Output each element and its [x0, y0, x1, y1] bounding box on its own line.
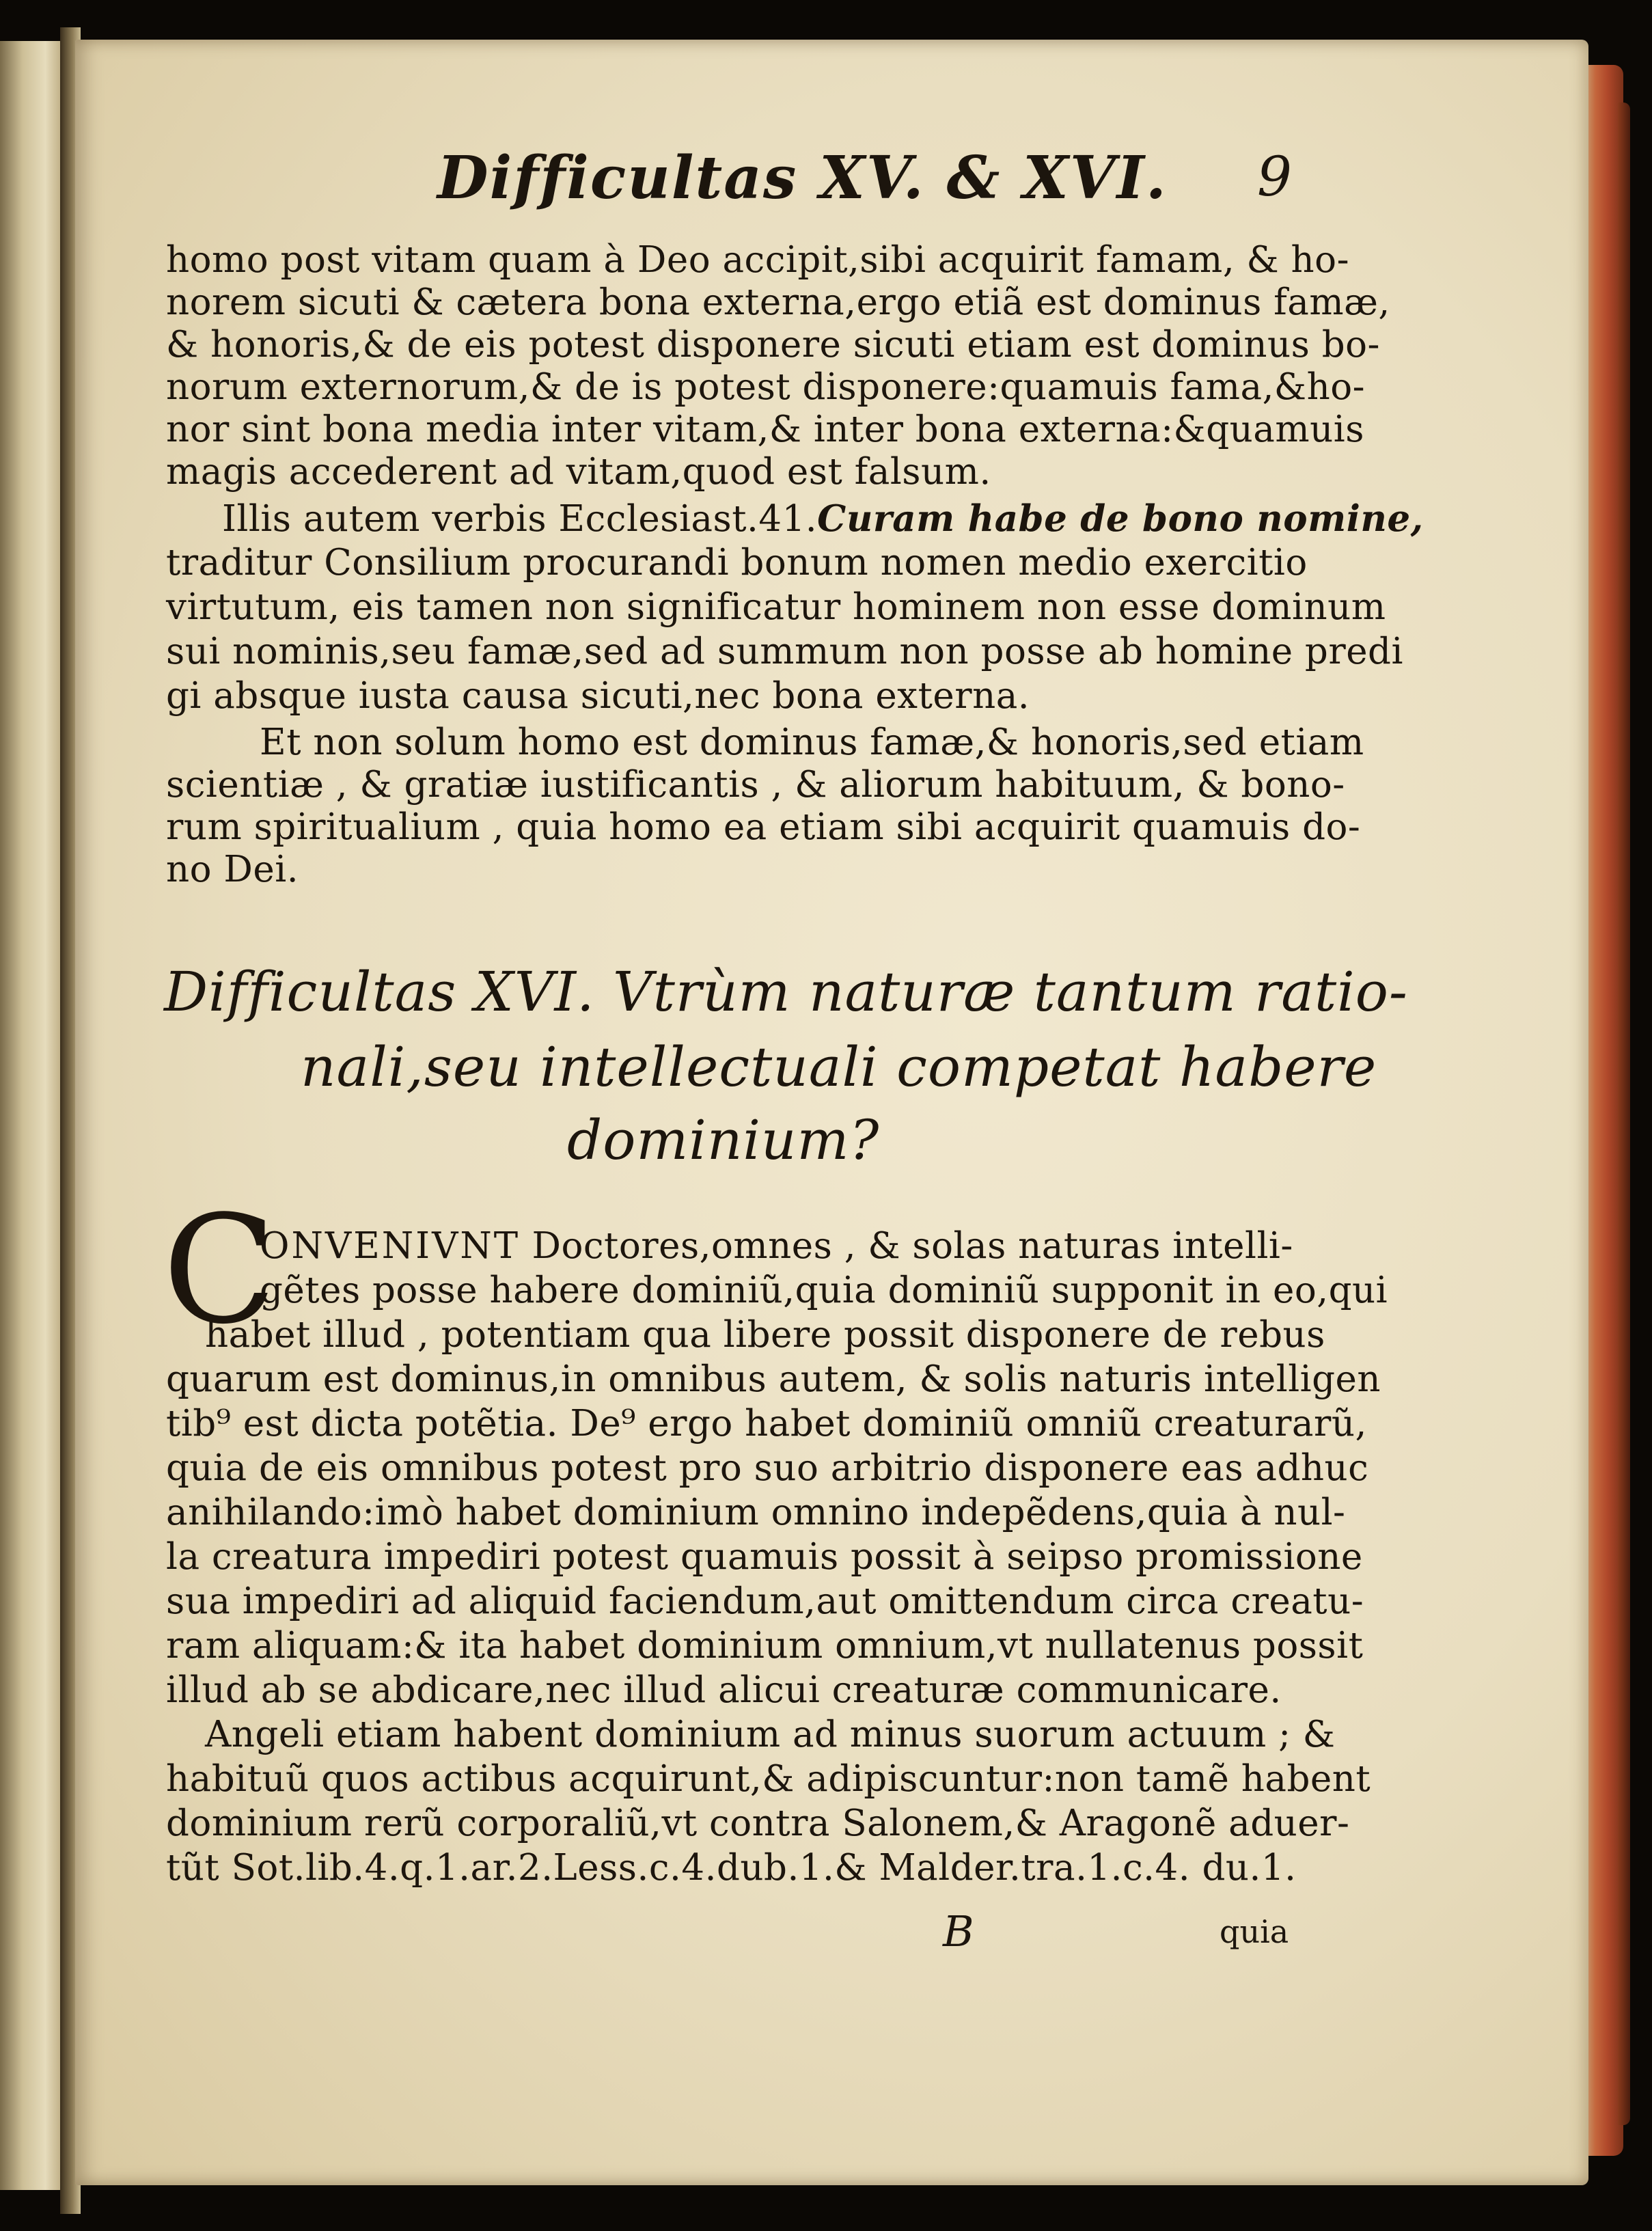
text-line	[222, 499, 1424, 539]
text-line: anihilando:imò habet dominium omnino indepẽdens,quia à nul-	[166, 1492, 1346, 1533]
section-heading-line: Difficultas XVI. Vtrùm naturæ tantum ratio-	[164, 960, 1408, 1024]
text-line: norem sicuti & cætera bona externa,ergo etiã est dominus famæ,	[166, 282, 1390, 323]
text-line: Angeli etiam habent dominium ad minus suorum actuum ; &	[205, 1714, 1336, 1755]
italic-citation: Curam habe de bono nomine,	[817, 497, 1424, 540]
text-line: quia de eis omnibus potest pro suo arbitrio disponere eas adhuc	[166, 1447, 1369, 1489]
text-line: virtutum, eis tamen non significatur hominem non esse dominum	[166, 586, 1386, 628]
smallcaps-word: ONVENIVNT	[260, 1225, 521, 1267]
catchword: quia	[1220, 1913, 1289, 1950]
fore-edge-shadow	[1618, 102, 1630, 2125]
text-line: magis accederent ad vitam,quod est falsum.	[166, 451, 991, 493]
text-line: gẽtes posse habere dominiũ,quia dominiũ supponit in eo,qui	[260, 1270, 1388, 1311]
text-line: scientiæ , & gratiæ iustificantis , & aliorum habituum, & bono-	[166, 764, 1345, 806]
text-line: tib⁹ est dicta potẽtia. De⁹ ergo habet dominiũ omniũ creaturarũ,	[166, 1403, 1367, 1445]
running-title: Difficultas XV. & XVI.	[437, 143, 1168, 213]
text-line: sua impediri ad aliquid faciendum,aut omittendum circa creatu-	[166, 1580, 1364, 1622]
page-number: 9	[1257, 145, 1292, 208]
text-run: Doctores,omnes , & solas naturas intelli-	[520, 1225, 1293, 1267]
text-line: rum spiritualium , quia homo ea etiam sibi acquirit quamuis do-	[166, 806, 1361, 848]
text-line: norum externorum,& de is potest disponere:quamuis fama,&ho-	[166, 366, 1366, 408]
text-line: & honoris,& de eis potest disponere sicuti etiam est dominus bo-	[166, 324, 1380, 366]
text-line: no Dei.	[166, 849, 299, 890]
previous-page-edge	[0, 41, 65, 2190]
text-line: ram aliquam:& ita habet dominium omnium,vt nullatenus possit	[166, 1625, 1364, 1667]
section-heading-line: dominium?	[567, 1108, 880, 1172]
text-run: Illis autem verbis Ecclesiast.41.	[222, 498, 818, 540]
text-line: nor sint bona media inter vitam,& inter bona externa:&quamuis	[166, 409, 1364, 450]
text-line: habituũ quos actibus acquirunt,& adipiscuntur:non tamẽ habent	[166, 1758, 1371, 1800]
text-line	[260, 1227, 1293, 1266]
text-line: tũt Sot.lib.4.q.1.ar.2.Less.c.4.dub.1.& Malder.tra.1.c.4. du.1.	[166, 1847, 1297, 1889]
text-line: Et non solum homo est dominus famæ,& honoris,sed etiam	[260, 722, 1364, 763]
drop-cap: C	[163, 1184, 277, 1357]
text-line: homo post vitam quam à Deo accipit,sibi acquirit famam, & ho-	[166, 239, 1349, 281]
text-line: dominium rerũ corporaliũ,vt contra Salonem,& Aragonẽ aduer-	[166, 1803, 1350, 1844]
section-heading-line: nali,seu intellectuali competat habere	[301, 1035, 1377, 1099]
text-line: quarum est dominus,in omnibus autem, & solis naturis intelligen	[166, 1358, 1381, 1400]
text-line: illud ab se abdicare,nec illud alicui creaturæ communicare.	[166, 1669, 1282, 1711]
text-line: gi absque iusta causa sicuti,nec bona externa.	[166, 675, 1030, 717]
text-line: traditur Consilium procurandi bonum nomen medio exercitio	[166, 542, 1308, 584]
text-line: sui nominis,seu famæ,sed ad summum non posse ab homine predi	[166, 631, 1403, 672]
text-line: la creatura impediri potest quamuis possit à seipso promissione	[166, 1536, 1363, 1578]
text-line: habet illud , potentiam qua libere possit disponere de rebus	[205, 1314, 1325, 1356]
signature-mark: B	[943, 1906, 974, 1956]
